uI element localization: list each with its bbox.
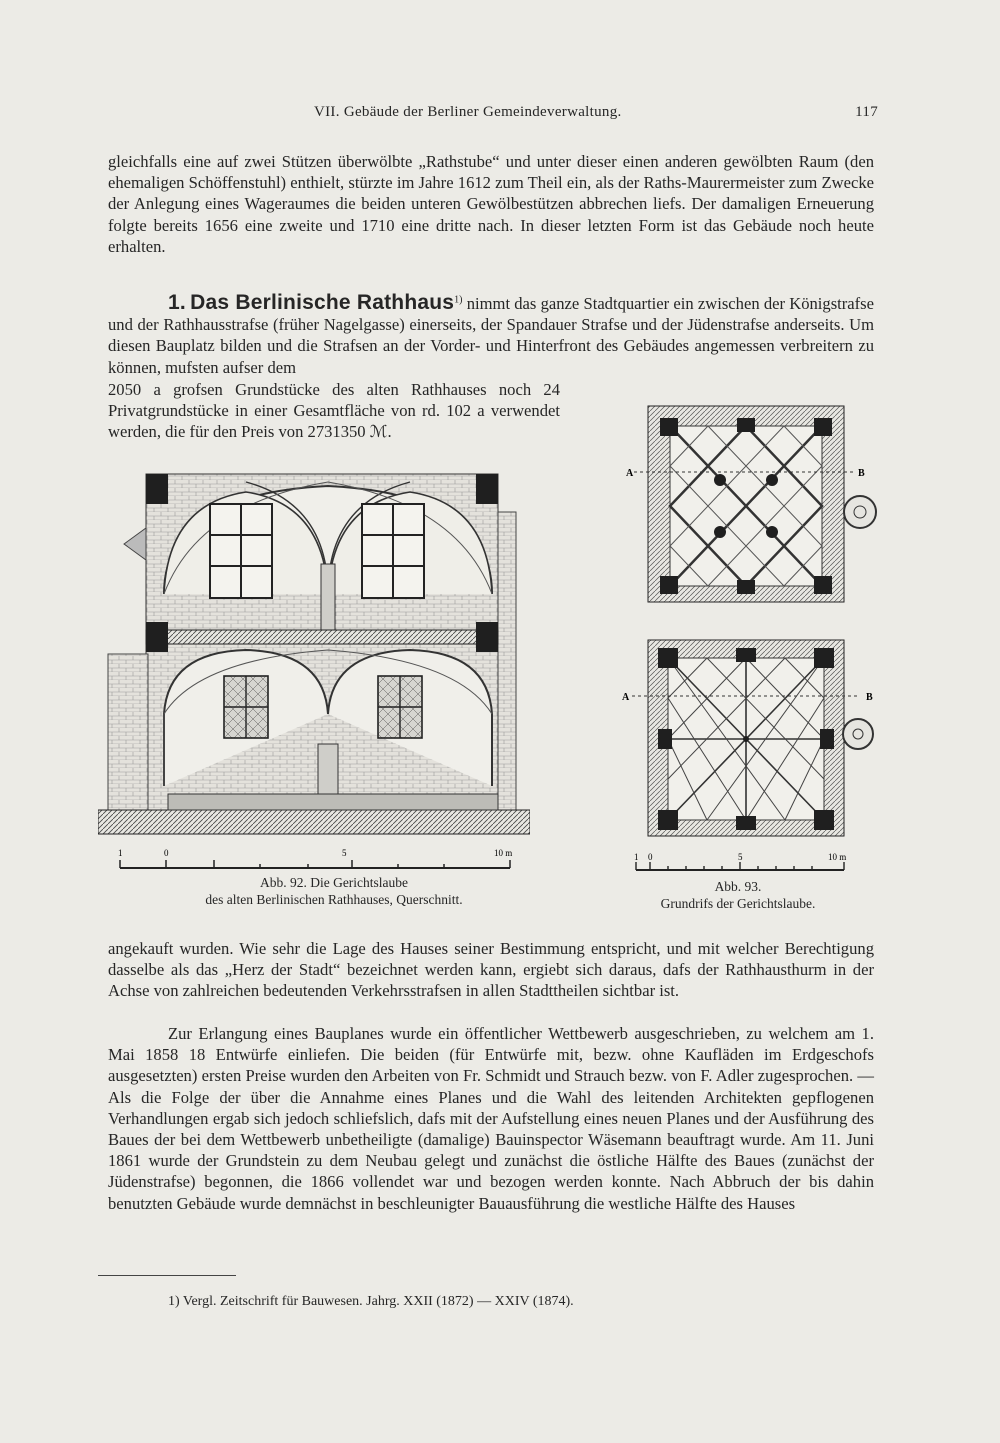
plan-lower (622, 640, 873, 836)
figure-92-caption-line2: des alten Berlinischen Rathhauses, Querschnitt. (205, 892, 463, 907)
section-title: Das Berlinische Rathhaus (190, 291, 455, 314)
section-text: nimmt das ganze Stadtquartier ein zwischen der Königstrafse und der Rathhausstrafse (früher Nagelgasse) einerseits, der Spandauer Strafse und der Jüdenstrafse anderseits. Um diesen Bauplatz bilden und die Strafsen an der Vorder- und Hinterfront des Gebäudes angemessen verbreitern zu können, mufsten aufser dem (108, 294, 875, 377)
scale-92-label-1: 1 (118, 848, 123, 858)
paragraph-after-figures: angekauft wurden. Wie sehr die Lage des Hauses seiner Bestimmung entspricht, und mit welcher Berechtigung dasselbe als das „Herz der Stadt“ bezeichnet werden kann, ergiebt sich daraus, dafs der Rathhausthurm in der Achse von zahlreichen bedeutenden Verkehrsstrafsen in allen Stadttheilen sichtbar ist. (108, 939, 874, 1001)
section-narrow-text: 2050 a grofsen Grundstücke des alten Rathhauses noch 24 Privatgrundstücke in einer Gesamtfläche von rd. 102 a verwendet werden, die für den Preis von 2731350 ℳ. (108, 380, 560, 442)
plan-upper-label-b: B (858, 468, 865, 479)
figure-93-caption (620, 878, 856, 912)
scale-93-label-0: 0 (648, 852, 653, 862)
section-number: 1. (168, 291, 186, 314)
figure-93-caption-line2: Grundrifs der Gerichtslaube. (660, 896, 816, 911)
plan-lower-label-b: B (866, 692, 873, 703)
footnote-reference: 1) (454, 294, 463, 306)
scale-93-label-10: 10 m (828, 852, 847, 862)
plan-lower-label-a: A (622, 692, 630, 703)
figure-92-scale-bar (118, 846, 518, 874)
plan-upper (626, 406, 876, 602)
plan-upper-label-a: A (626, 468, 634, 479)
scale-92-label-10: 10 m (494, 848, 513, 858)
figure-93-scale-bar (632, 852, 852, 876)
footnote-rule (98, 1275, 236, 1276)
scale-92-label-5: 5 (342, 848, 347, 858)
figure-93-floor-plans (620, 396, 890, 846)
footnote: 1) Vergl. Zeitschrift für Bauwesen. Jahrg. XXII (1872) — XXIV (1874). (168, 1294, 574, 1309)
figure-93-caption-line1: Abb. 93. (714, 879, 762, 894)
figure-92-cross-section (98, 464, 530, 844)
page-number: 117 (855, 104, 878, 120)
running-title: VII. Gebäude der Berliner Gemeindeverwaltung. (314, 104, 622, 120)
intro-paragraph: gleichfalls eine auf zwei Stützen überwölbte „Rathstube“ und unter dieser einen anderen gewölbten Raum (den ehemaligen Schöffenstuhl) enthielt, stürzte im Jahre 1612 zum Theil ein, als der Raths-Maurermeister zum Zwecke der Anlegung eines Wageraumes die beiden unteren Gewölbestützen abbrechen liefs. Der damaligen Erneuerung folgte bereits 1656 eine zweite und 1710 eine dritte nach. In dieser letzten Form ist das Gebäude noch heute erhalten. (108, 152, 874, 256)
scale-93-label-1: 1 (634, 852, 639, 862)
section-paragraph (108, 292, 874, 378)
figure-92-caption (134, 874, 534, 908)
scale-92-label-0: 0 (164, 848, 169, 858)
figure-92-caption-line1: Abb. 92. Die Gerichtslaube (259, 875, 409, 890)
scale-93-label-5: 5 (738, 852, 743, 862)
paragraph-competition: Zur Erlangung eines Bauplanes wurde ein öffentlicher Wettbewerb ausgeschrieben, zu welchem am 1. Mai 1858 18 Entwürfe einliefen. Die beiden (für Entwürfe mit, bezw. ohne Kaufläden im Erdgeschofs ausgesetzten) ersten Preise wurden den Arbeiten von Fr. Schmidt und Strauch bezw. von F. Adler zugesprochen. — Als die Folge der über die Annahme eines Planes und die Wahl des leitenden Architekten gepflogenen Verhandlungen ergab sich jedoch schliefslich, dafs mit der Aufstellung eines neuen Planes und der Ausführung des Baues der bei dem Wettbewerb unbetheiligte (damalige) Bauinspector Wäsemann beauftragt wurde. Am 11. Juni 1861 wurde der Grundstein zu dem Neubau gelegt und zunächst die östliche Hälfte des Baues (zunächst der Jüdenstrafse) begonnen, die 1866 vollendet war und bezogen werden konnte. Nach Abbruch der bis dahin benutzten Gebäude wurde demnächst in beschleunigter Bauausführung die westliche Hälfte des Hauses (108, 1024, 874, 1213)
